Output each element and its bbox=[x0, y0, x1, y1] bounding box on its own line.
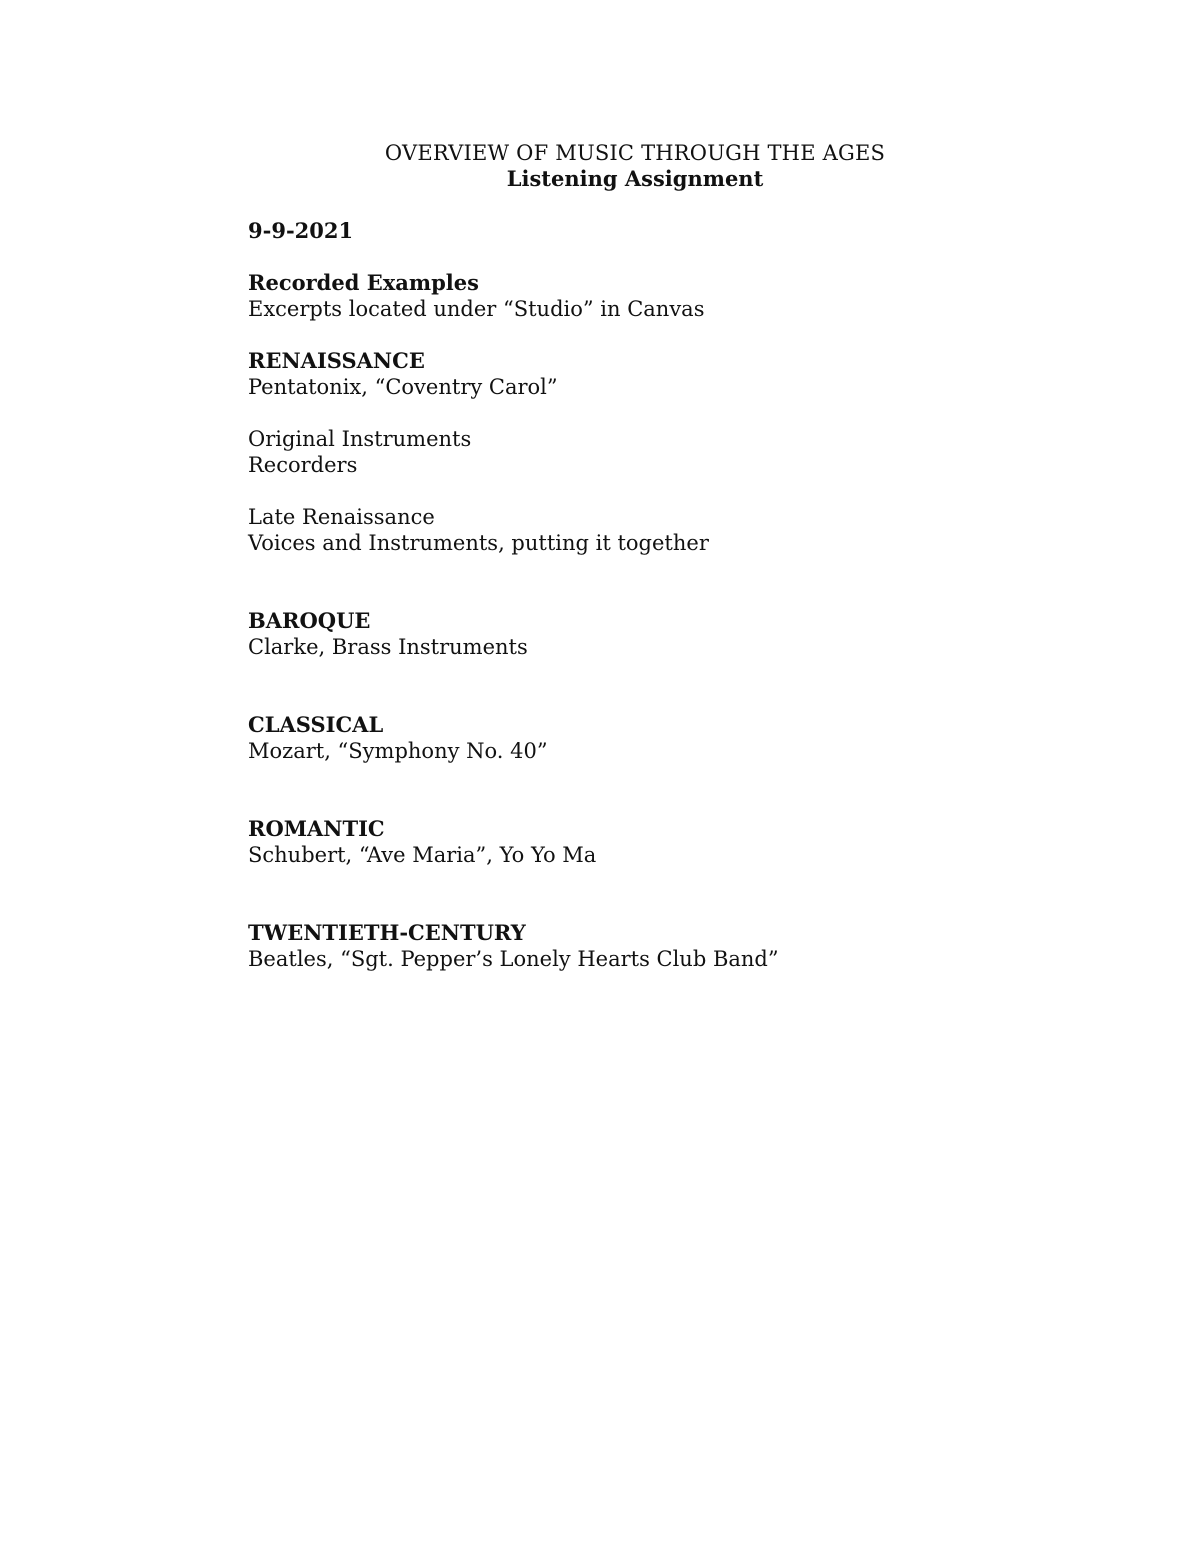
romantic-heading: ROMANTIC bbox=[248, 816, 385, 841]
classical-heading: CLASSICAL bbox=[248, 712, 384, 737]
assignment-date: 9-9-2021 bbox=[248, 218, 354, 243]
late-renaissance-section bbox=[248, 504, 1048, 556]
document-header bbox=[0, 140, 1200, 192]
document-body bbox=[248, 218, 1048, 972]
renaissance-section bbox=[248, 348, 1048, 400]
baroque-heading: BAROQUE bbox=[248, 608, 371, 633]
twentieth-century-heading: TWENTIETH-CENTURY bbox=[248, 920, 526, 945]
document-subtitle: Listening Assignment bbox=[506, 166, 764, 191]
classical-section bbox=[248, 712, 1048, 764]
renaissance-text: Pentatonix, “Coventry Carol” bbox=[248, 375, 558, 399]
classical-text: Mozart, “Symphony No. 40” bbox=[248, 739, 548, 763]
original-instruments-section bbox=[248, 426, 1048, 478]
recorded-examples-text: Excerpts located under “Studio” in Canvas bbox=[248, 297, 705, 321]
late-renaissance-text: Late Renaissance bbox=[248, 505, 435, 529]
renaissance-heading: RENAISSANCE bbox=[248, 348, 425, 373]
recorded-examples-section bbox=[248, 270, 1048, 322]
twentieth-century-section bbox=[248, 920, 1048, 972]
romantic-text: Schubert, “Ave Maria”, Yo Yo Ma bbox=[248, 843, 597, 867]
romantic-section bbox=[248, 816, 1048, 868]
baroque-section bbox=[248, 608, 1048, 660]
twentieth-century-text: Beatles, “Sgt. Pepper’s Lonely Hearts Club Band” bbox=[248, 947, 779, 971]
recorders-text: Recorders bbox=[248, 453, 358, 477]
recorded-examples-heading: Recorded Examples bbox=[248, 270, 479, 295]
baroque-text: Clarke, Brass Instruments bbox=[248, 635, 528, 659]
original-instruments-text: Original Instruments bbox=[248, 427, 472, 451]
document-title: OVERVIEW OF MUSIC THROUGH THE AGES bbox=[384, 141, 886, 165]
voices-instruments-text: Voices and Instruments, putting it together bbox=[248, 531, 709, 555]
